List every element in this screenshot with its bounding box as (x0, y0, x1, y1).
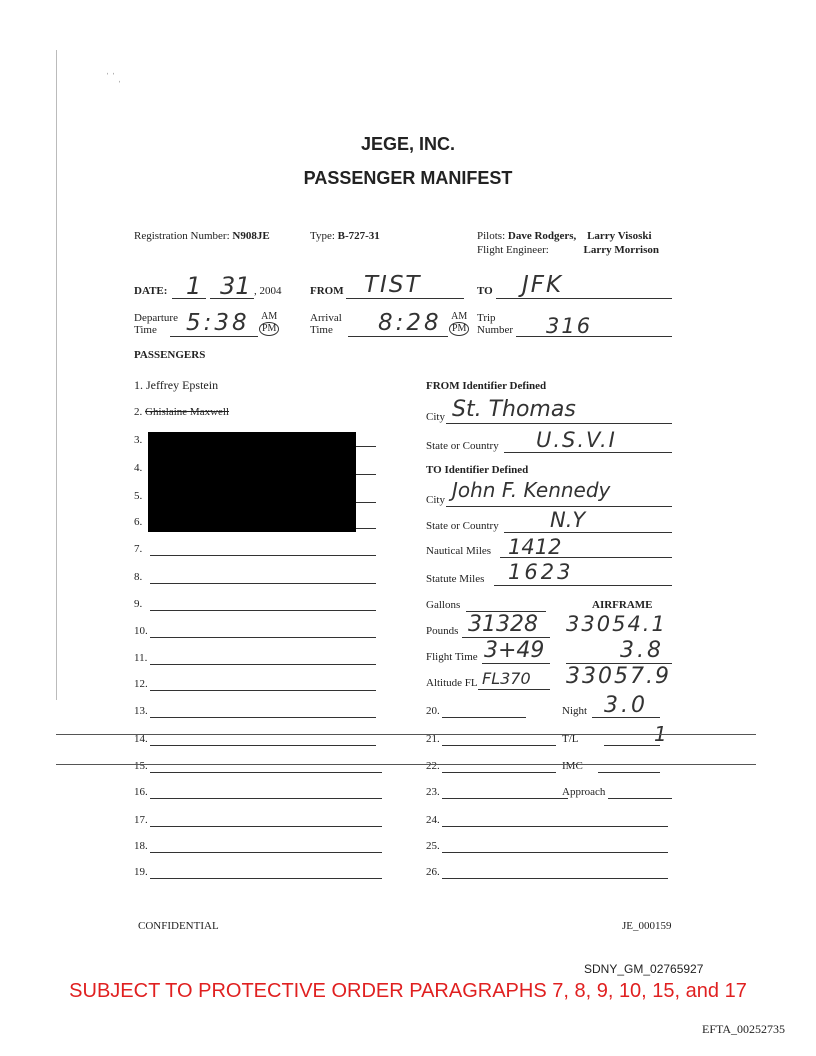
route-row-number: 24. (426, 814, 440, 826)
passenger-row-number: 4. (134, 462, 143, 474)
date-label: DATE: (134, 285, 168, 297)
document-id: JE_000159 (622, 920, 672, 932)
type-label: Type: B-727-31 (310, 230, 380, 242)
route-row-number: 25. (426, 840, 440, 852)
from-state: U.S.V.I (536, 428, 617, 452)
route-row-line (442, 772, 556, 773)
protective-order-notice: SUBJECT TO PROTECTIVE ORDER PARAGRAPHS 7, 8, 9, 10, 15, and 17 (69, 980, 747, 1002)
statute-miles-label: Statute Miles (426, 573, 485, 585)
pilots: Pilots: Dave Rodgers, Larry Visoski (477, 230, 652, 242)
airframe-altitude: 33057.9 (566, 664, 671, 689)
route-row-line (442, 798, 568, 799)
from-city-label: City (426, 411, 445, 423)
bates-number: SDNY_GM_02765927 (584, 962, 704, 976)
statute-miles-line (494, 585, 672, 586)
nautical-miles: 1412 (508, 535, 562, 559)
passenger-row-line (150, 826, 382, 827)
passenger-row-number: 11. (134, 652, 148, 664)
departure-line (170, 336, 258, 337)
to-state-line (504, 532, 672, 533)
to-line (496, 298, 672, 299)
passenger-row-line (150, 664, 376, 665)
nautical-miles-label: Nautical Miles (426, 545, 492, 557)
passenger-row-number: 13. (134, 705, 148, 717)
airframe-flight-time: 3.8 (620, 638, 664, 663)
altitude-label: Altitude FL (426, 677, 478, 689)
airframe-pounds: 33054.1 (566, 612, 667, 636)
route-row-number: 26. (426, 866, 440, 878)
passenger-row-line (150, 772, 382, 773)
approach-label: Approach (562, 786, 606, 798)
night: 3.0 (604, 693, 648, 718)
from-state-line (504, 452, 672, 453)
from-identifier-heading: FROM Identifier Defined (426, 380, 547, 392)
trip-number: 316 (546, 314, 593, 338)
route-row-line (442, 745, 556, 746)
tl-line (604, 745, 660, 746)
tl: 1 (654, 722, 667, 746)
from-line (346, 298, 464, 299)
flight-engineer: Flight Engineer: Larry Morrison (477, 244, 659, 256)
route-row-number: 21. (426, 733, 440, 745)
route-row-line (442, 826, 668, 827)
departure-am-pm: AM PM (259, 312, 279, 336)
pounds-label: Pounds (426, 625, 459, 637)
page-title: PASSENGER MANIFEST (303, 168, 513, 188)
imc-line (598, 772, 660, 773)
passenger-row-number: 8. (134, 571, 143, 583)
date-day: 31 (220, 272, 251, 300)
to-airport: JFK (522, 272, 564, 298)
to-state-label: State or Country (426, 520, 499, 532)
page-rule-2 (56, 764, 756, 765)
passenger-row-number: 3. (134, 434, 143, 446)
passenger-row-line (150, 583, 376, 584)
gallons-label: Gallons (426, 599, 461, 611)
statute-miles: 1623 (508, 560, 574, 584)
date-year: , 2004 (254, 285, 282, 297)
altitude: FL370 (482, 669, 531, 688)
date-month: 1 (186, 272, 202, 300)
arrival-time: 8:28 (378, 310, 442, 336)
arrival-label: Arrival Time (310, 312, 342, 336)
passenger-row-number: 14. (134, 733, 148, 745)
passenger-row-line (150, 745, 376, 746)
route-row-line (442, 852, 668, 853)
passenger-row-number: 7. (134, 543, 143, 555)
arrival-am-pm: AM PM (449, 312, 469, 336)
redaction-box (148, 432, 356, 532)
to-state: N.Y (550, 508, 586, 532)
passenger-row-line (150, 852, 382, 853)
passenger-row-number: 5. (134, 490, 143, 502)
route-row-line (442, 878, 668, 879)
passenger-row-line (150, 798, 382, 799)
to-city-line (446, 506, 672, 507)
to-city: John F. Kennedy (452, 478, 611, 502)
to-identifier-heading: TO Identifier Defined (426, 464, 529, 476)
from-state-label: State or Country (426, 440, 499, 452)
departure-time: 5:38 (186, 310, 250, 336)
tl-label: T/L (562, 733, 579, 745)
passenger-row-line (150, 717, 376, 718)
airframe-heading: AIRFRAME (592, 599, 653, 611)
stray-marks: ˈ ˈ ˌ (106, 72, 121, 83)
passenger-row-line (150, 690, 376, 691)
route-row-number: 23. (426, 786, 440, 798)
passenger-row-line (150, 610, 376, 611)
from-label: FROM (310, 285, 344, 297)
night-label: Night (562, 705, 588, 717)
company-name: JEGE, INC. (360, 134, 456, 154)
flight-time-line (482, 663, 550, 664)
departure-label: Departure Time (134, 312, 178, 336)
to-city-label: City (426, 494, 445, 506)
passenger-row-number: 19. (134, 866, 148, 878)
passenger-row-number: 12. (134, 678, 148, 690)
registration-label: Registration Number: N908JE (134, 230, 270, 242)
arrival-line (348, 336, 448, 337)
route-row-number: 20. (426, 705, 440, 717)
from-airport: TIST (364, 272, 422, 298)
passenger-row-number: 9. (134, 598, 143, 610)
passenger-row-number: 10. (134, 625, 148, 637)
trip-line (516, 336, 672, 337)
from-city-line (446, 423, 672, 424)
passenger-row-number: 17. (134, 814, 148, 826)
passenger-1: 1. Jeffrey Epstein (134, 378, 219, 392)
from-city: St. Thomas (452, 397, 576, 422)
imc-label: IMC (562, 760, 583, 772)
efta-number: EFTA_00252735 (702, 1022, 786, 1036)
passenger-row-line (150, 555, 376, 556)
to-label: TO (477, 285, 493, 297)
page-rule-1 (56, 734, 756, 735)
passenger-row-number: 6. (134, 516, 143, 528)
passenger-2: 2. Ghislaine Maxwell (134, 406, 230, 418)
route-row-line (442, 717, 526, 718)
passenger-row-number: 16. (134, 786, 148, 798)
passenger-row-line (150, 878, 382, 879)
flight-time-label: Flight Time (426, 651, 478, 663)
pounds: 31328 (468, 612, 538, 637)
altitude-line (478, 689, 550, 690)
route-row-number: 22. (426, 760, 440, 772)
passenger-row-line (150, 637, 376, 638)
trip-label: Trip Number (477, 312, 514, 336)
passengers-heading: PASSENGERS (134, 349, 206, 361)
passenger-row-number: 15. (134, 760, 148, 772)
approach-line (608, 798, 672, 799)
confidential-label: CONFIDENTIAL (138, 920, 219, 932)
passenger-row-number: 18. (134, 840, 148, 852)
flight-time: 3+49 (484, 638, 545, 663)
